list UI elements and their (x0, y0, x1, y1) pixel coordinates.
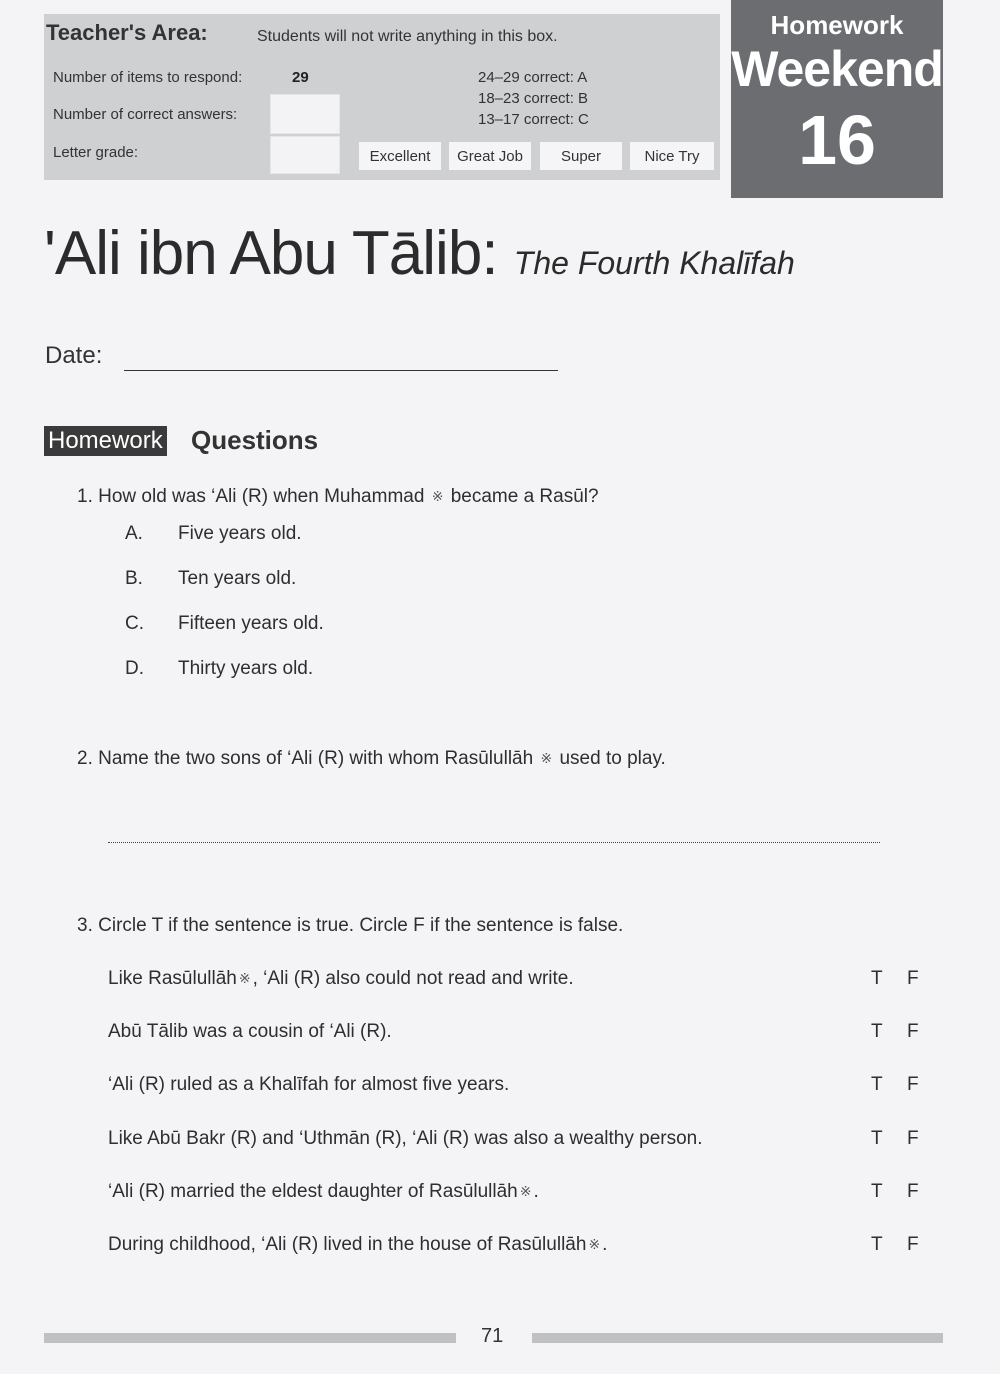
question-3: 3. Circle T if the sentence is true. Circle F if the sentence is false. (77, 915, 624, 936)
teachers-area-title: Teacher's Area: (46, 20, 208, 45)
q3-statement-5-true[interactable]: T (871, 1181, 883, 1202)
correct-answers-label: Number of correct answers: (53, 106, 238, 123)
question-2-text: 2. Name the two sons of ‘Ali (R) with whom Rasūlullāh (77, 748, 534, 769)
question-2 (77, 748, 666, 770)
q1-option-c-text[interactable]: Fifteen years old. (178, 613, 324, 634)
q3-statement-3: ‘Ali (R) ruled as a Khalīfah for almost five years. (108, 1074, 510, 1095)
grade-scale-b: 18–23 correct: B (478, 90, 589, 107)
letter-grade-label: Letter grade: (53, 144, 139, 161)
q3-statement-1-true[interactable]: T (871, 968, 883, 989)
q3-statement-1-text: Like Rasūlullāh (108, 968, 237, 989)
salawat-icon: ※ (238, 970, 251, 987)
q3-statement-3-false[interactable]: F (907, 1074, 919, 1095)
q3-statement-6 (108, 1234, 607, 1256)
q3-statement-2-false[interactable]: F (907, 1021, 919, 1042)
q3-statement-5-false[interactable]: F (907, 1181, 919, 1202)
badge-nice-try[interactable]: Nice Try (630, 142, 714, 170)
question-1-text: 1. How old was ‘Ali (R) when Muhammad (77, 486, 425, 507)
badge-super[interactable]: Super (540, 142, 622, 170)
grade-scale-c: 13–17 correct: C (478, 111, 589, 128)
q3-statement-1 (108, 968, 574, 990)
q3-statement-6-false[interactable]: F (907, 1234, 919, 1255)
q3-statement-6-true[interactable]: T (871, 1234, 883, 1255)
q1-option-d-letter[interactable]: D. (125, 658, 144, 679)
weekend-number: 16 (798, 101, 876, 179)
page-number: 71 (481, 1325, 504, 1347)
page-title-main: 'Ali ibn Abu Tālib: (44, 219, 498, 288)
badge-great-job[interactable]: Great Job (449, 142, 531, 170)
q3-statement-1-false[interactable]: F (907, 968, 919, 989)
weekend-homework-label: Homework (770, 10, 904, 40)
items-to-respond-value: 29 (292, 69, 309, 86)
weekend-block (731, 0, 943, 198)
q2-answer-line[interactable] (108, 842, 880, 843)
q3-statement-2: Abū Tālib was a cousin of ‘Ali (R). (108, 1021, 392, 1042)
salawat-icon: ※ (540, 750, 553, 767)
q3-statement-5 (108, 1181, 539, 1203)
items-to-respond-label: Number of items to respond: (53, 69, 243, 86)
date-label: Date: (45, 342, 103, 369)
grade-scale-a: 24–29 correct: A (478, 69, 588, 86)
question-1-text-end: became a Rasūl? (450, 486, 599, 507)
teachers-area-note: Students will not write anything in this box. (257, 28, 558, 45)
page-title (44, 218, 795, 289)
q3-statement-2-true[interactable]: T (871, 1021, 883, 1042)
q3-statement-5-text: ‘Ali (R) married the eldest daughter of Rasūlullāh (108, 1181, 518, 1202)
q1-option-b-letter[interactable]: B. (125, 568, 143, 589)
q3-statement-1-text-end: , ‘Ali (R) also could not read and write. (252, 968, 574, 989)
section-questions-label: Questions (191, 425, 319, 455)
teachers-area-box (44, 14, 720, 180)
q3-statement-4-true[interactable]: T (871, 1128, 883, 1149)
salawat-icon: ※ (431, 488, 444, 505)
q1-option-a-text[interactable]: Five years old. (178, 523, 302, 544)
q1-option-b-text[interactable]: Ten years old. (178, 568, 297, 589)
question-2-text-end: used to play. (559, 748, 666, 769)
salawat-icon: ※ (588, 1236, 601, 1253)
badge-excellent[interactable]: Excellent (359, 142, 441, 170)
q3-statement-5-text-end: . (533, 1181, 539, 1202)
q3-statement-3-true[interactable]: T (871, 1074, 883, 1095)
salawat-icon: ※ (519, 1183, 532, 1200)
date-line[interactable] (124, 370, 558, 371)
weekend-label: Weekend (731, 41, 943, 97)
q1-option-d-text[interactable]: Thirty years old. (178, 658, 314, 679)
q3-statement-6-text-end: . (602, 1234, 608, 1255)
footer-bar-right (532, 1333, 943, 1343)
page-subtitle: The Fourth Khalīfah (513, 245, 795, 281)
q1-option-a-letter[interactable]: A. (125, 523, 143, 544)
section-homework-badge: Homework (44, 426, 167, 456)
correct-answers-field[interactable] (270, 94, 340, 134)
q3-statement-6-text: During childhood, ‘Ali (R) lived in the house of Rasūlullāh (108, 1234, 587, 1255)
question-1 (77, 486, 599, 508)
letter-grade-field[interactable] (270, 136, 340, 174)
q1-option-c-letter[interactable]: C. (125, 613, 144, 634)
footer-bar-left (44, 1333, 456, 1343)
q3-statement-4: Like Abū Bakr (R) and ‘Uthmān (R), ‘Ali (R) was also a wealthy person. (108, 1128, 703, 1149)
q3-statement-4-false[interactable]: F (907, 1128, 919, 1149)
